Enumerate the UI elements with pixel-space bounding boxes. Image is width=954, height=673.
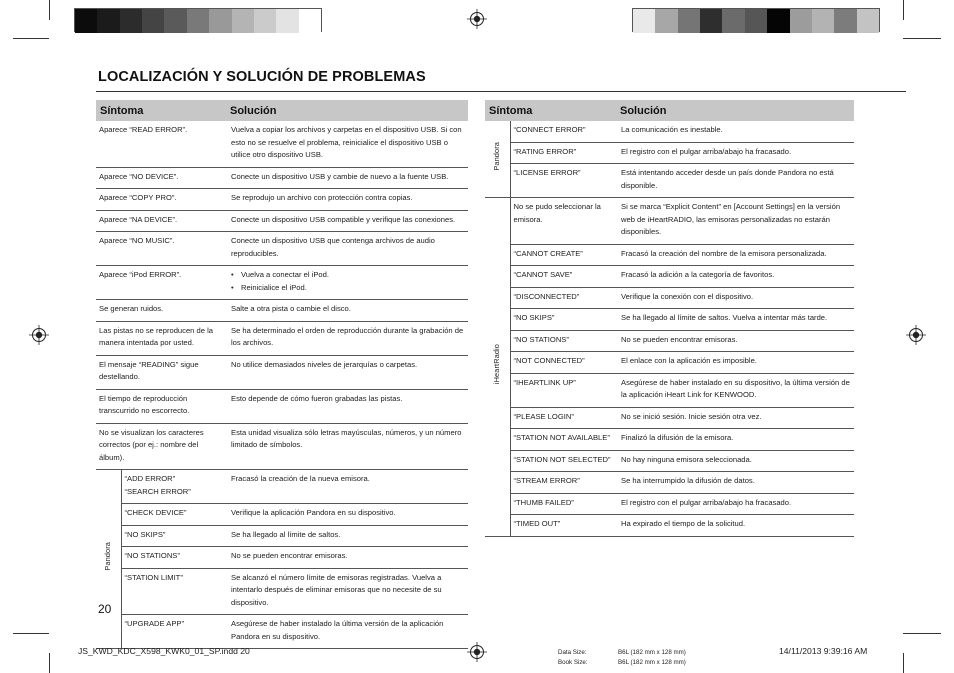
symptom-cell: No se pudo seleccionar la emisora. (510, 198, 616, 245)
symptom-line: “ADD ERROR” (124, 474, 176, 483)
table-row (96, 389, 468, 423)
table-row (96, 300, 468, 322)
solution-cell: Está intentando acceder desde un país donde Pandora no está disponible. (616, 164, 854, 198)
solution-cell: Se reprodujo un archivo con protección contra copias. (226, 189, 468, 211)
solution-cell: Asegúrese de haber instalado en su dispositivo, la última versión de la aplicación iHeart Link for KENWOOD. (616, 373, 854, 407)
color-swatch (790, 9, 812, 33)
solution-cell: Salte a otra pista o cambie el disco. (226, 300, 468, 322)
solution-cell: Se alcanzó el número límite de emisoras registradas. Vuelva a intentarlo después de eliminar emisoras que no necesite de su dispositivo. (226, 568, 468, 615)
page-number: 20 (98, 602, 112, 616)
crop-mark (13, 633, 49, 634)
solution-cell: El registro con el pulgar arriba/abajo ha fracasado. (616, 142, 854, 164)
table-row (96, 470, 468, 504)
symptom-cell: Aparece “NO MUSIC”. (96, 232, 226, 266)
footer-book-size-label: Book Size: (558, 659, 588, 666)
color-swatch (678, 9, 700, 33)
symptom-cell: “UPGRADE APP” (121, 615, 226, 649)
solution-bullet: • Reinicialice el iPod. (231, 282, 464, 295)
crop-mark (903, 653, 904, 673)
table-row (96, 321, 468, 355)
table-row (96, 189, 468, 211)
table-row (96, 355, 468, 389)
symptom-cell: Aparece “READ ERROR”. (96, 121, 226, 167)
group-label-text: Pandora (492, 142, 501, 172)
table-row (96, 547, 468, 569)
symptom-cell: Aparece “COPY PRO”. (96, 189, 226, 211)
table-row (96, 504, 468, 526)
table-header-row (485, 100, 854, 121)
solution-cell: No hay ninguna emisora seleccionada. (616, 450, 854, 472)
solution-cell: Fracasó la creación del nombre de la emisora personalizada. (616, 244, 854, 266)
table-row (96, 568, 468, 615)
symptom-cell: “CONNECT ERROR” (510, 121, 616, 142)
table-row (96, 167, 468, 189)
color-swatch (745, 9, 767, 33)
solution-cell: Asegúrese de haber instalado la última versión de la aplicación Pandora en su dispositivo. (226, 615, 468, 649)
solution-cell: Fracasó la adición a la categoría de favoritos. (616, 266, 854, 288)
solution-cell: Esta unidad visualiza sólo letras mayúsculas, números, y un número limitado de símbolos. (226, 423, 468, 470)
symptom-cell: El tiempo de reproducción transcurrido no escorrecto. (96, 389, 226, 423)
table-row (485, 429, 854, 451)
crop-mark (903, 633, 941, 634)
troubleshooting-table-left (96, 100, 468, 649)
color-swatch (97, 9, 119, 33)
color-swatch (655, 9, 677, 33)
solution-cell: No utilice demasiados niveles de jerarquías o carpetas. (226, 355, 468, 389)
crop-mark (13, 38, 49, 39)
solution-cell: Ha expirado el tiempo de la solicitud. (616, 515, 854, 537)
solution-cell: Vuelva a copiar los archivos y carpetas en el dispositivo USB. Si con esto no se resuelve el problema, reinicialice el dispositivo USB o utilice otro dispositivo USB. (226, 121, 468, 167)
symptom-cell: “STATION LIMIT” (121, 568, 226, 615)
solution-cell: No se pueden encontrar emisoras. (616, 330, 854, 352)
symptom-cell: “CANNOT SAVE” (510, 266, 616, 288)
symptom-cell: “NO SKIPS” (510, 309, 616, 331)
color-swatch (232, 9, 254, 33)
table-row (485, 142, 854, 164)
solution-cell: El enlace con la aplicación es imposible. (616, 352, 854, 374)
symptom-cell: “LICENSE ERROR” (510, 164, 616, 198)
color-swatch (276, 9, 298, 33)
color-bar-left (74, 8, 322, 32)
solution-cell: Conecte un dispositivo USB compatible y verifique las conexiones. (226, 210, 468, 232)
symptom-cell: “TIMED OUT” (510, 515, 616, 537)
color-swatch (142, 9, 164, 33)
solution-cell: Conecte un dispositivo USB y cambie de nuevo a la fuente USB. (226, 167, 468, 189)
solution-cell: Se ha interrumpido la difusión de datos. (616, 472, 854, 494)
symptom-column-header: Síntoma (96, 100, 226, 121)
color-swatch (120, 9, 142, 33)
symptom-cell (121, 470, 226, 504)
solution-cell: No se inició sesión. Inicie sesión otra vez. (616, 407, 854, 429)
solution-bullet-list (231, 269, 464, 294)
group-label (485, 121, 510, 198)
crop-mark (49, 0, 50, 20)
table-row (485, 244, 854, 266)
table-row (485, 266, 854, 288)
solution-cell: Verifique la aplicación Pandora en su dispositivo. (226, 504, 468, 526)
symptom-cell: “CANNOT CREATE” (510, 244, 616, 266)
color-swatch (75, 9, 97, 33)
footer-data-size-label: Data Size: (558, 649, 587, 656)
color-swatch (254, 9, 276, 33)
registration-mark-icon (906, 325, 926, 345)
color-swatch (299, 9, 321, 33)
solution-cell (226, 266, 468, 300)
registration-mark-icon (29, 325, 49, 345)
color-swatch (700, 9, 722, 33)
solution-cell: Esto depende de cómo fueron grabadas las pistas. (226, 389, 468, 423)
solution-cell: Si se marca “Explicit Content” en [Account Settings] en la versión web de iHeartRADIO, las emisoras personalizadas no estarán disponibles. (616, 198, 854, 245)
table-row (485, 515, 854, 537)
solution-bullet: • Vuelva a conectar el iPod. (231, 269, 464, 282)
symptom-cell: “STATION NOT AVAILABLE” (510, 429, 616, 451)
symptom-cell: Aparece “NA DEVICE”. (96, 210, 226, 232)
solution-cell: No se pueden encontrar emisoras. (226, 547, 468, 569)
footer-file-name: JS_KWD_KDC_X598_KWK0_01_SP.indd 20 (78, 646, 250, 656)
solution-cell: Finalizó la difusión de la emisora. (616, 429, 854, 451)
solution-cell: Se ha determinado el orden de reproducción durante la grabación de los archivos. (226, 321, 468, 355)
table-row (96, 615, 468, 649)
table-row (485, 309, 854, 331)
symptom-cell: “NO STATIONS” (121, 547, 226, 569)
symptom-cell: No se visualizan los caracteres correctos (por ej.: nombre del álbum). (96, 423, 226, 470)
solution-cell: El registro con el pulgar arriba/abajo ha fracasado. (616, 493, 854, 515)
symptom-cell: “NO STATIONS” (510, 330, 616, 352)
troubleshooting-table-right (485, 100, 854, 537)
footer-date: 14/11/2013 9:39:16 AM (779, 646, 868, 656)
color-swatch (722, 9, 744, 33)
symptom-cell: “STATION NOT SELECTED” (510, 450, 616, 472)
color-swatch (834, 9, 856, 33)
table-row (96, 121, 468, 167)
registration-mark-icon (467, 642, 487, 662)
symptom-cell: “PLEASE LOGIN” (510, 407, 616, 429)
footer-data-size-value: B6L (182 mm x 128 mm) (618, 649, 686, 656)
solution-cell: Fracasó la creación de la nueva emisora. (226, 470, 468, 504)
solution-cell: La comunicación es inestable. (616, 121, 854, 142)
symptom-cell: “THUMB FAILED” (510, 493, 616, 515)
color-swatch (633, 9, 655, 33)
title-rule (96, 91, 906, 92)
table-header-row (96, 100, 468, 121)
symptom-cell: “STREAM ERROR” (510, 472, 616, 494)
color-swatch (812, 9, 834, 33)
table-row (485, 493, 854, 515)
table-row (96, 525, 468, 547)
crop-mark (903, 38, 941, 39)
color-swatch (164, 9, 186, 33)
group-label (485, 198, 510, 537)
symptom-cell: “DISCONNECTED” (510, 287, 616, 309)
table-row (96, 210, 468, 232)
group-label-text: Pandora (103, 542, 112, 572)
symptom-cell: “IHEARTLINK UP” (510, 373, 616, 407)
registration-mark-icon (467, 9, 487, 29)
color-swatch (209, 9, 231, 33)
solution-cell: Verifique la conexión con el dispositivo. (616, 287, 854, 309)
color-bar-right (632, 8, 880, 32)
table-row (485, 287, 854, 309)
symptom-cell: “NOT CONNECTED” (510, 352, 616, 374)
symptom-cell: Aparece “iPod ERROR”. (96, 266, 226, 300)
color-swatch (187, 9, 209, 33)
crop-mark (49, 653, 50, 673)
table-row (485, 330, 854, 352)
table-row (485, 450, 854, 472)
symptom-line: “SEARCH ERROR” (124, 486, 191, 496)
solution-column-header: Solución (616, 100, 854, 121)
symptom-cell: “NO SKIPS” (121, 525, 226, 547)
table-row (485, 121, 854, 142)
table-row (485, 407, 854, 429)
left-table-body (96, 121, 468, 649)
symptom-column-header: Síntoma (485, 100, 616, 121)
right-table-body (485, 121, 854, 536)
footer-book-size-value: B6L (182 mm x 128 mm) (618, 659, 686, 666)
table-row (485, 352, 854, 374)
symptom-cell: Se generan ruidos. (96, 300, 226, 322)
symptom-cell: Aparece “NO DEVICE”. (96, 167, 226, 189)
group-label-text: iHeartRadio (492, 344, 501, 385)
symptom-cell: “RATING ERROR” (510, 142, 616, 164)
symptom-cell: El mensaje “READING” sigue destellando. (96, 355, 226, 389)
color-swatch (857, 9, 879, 33)
color-swatch (767, 9, 789, 33)
table-row (96, 423, 468, 470)
table-row (96, 266, 468, 300)
symptom-cell: “CHECK DEVICE” (121, 504, 226, 526)
page-title: LOCALIZACIÓN Y SOLUCIÓN DE PROBLEMAS (98, 69, 426, 85)
table-row (485, 373, 854, 407)
table-row (96, 232, 468, 266)
symptom-cell: Las pistas no se reproducen de la manera intentada por usted. (96, 321, 226, 355)
table-row (485, 472, 854, 494)
solution-cell: Se ha llegado al límite de saltos. Vuelva a intentar más tarde. (616, 309, 854, 331)
solution-column-header: Solución (226, 100, 468, 121)
table-row (485, 164, 854, 198)
group-label (96, 470, 121, 649)
solution-cell: Se ha llegado al límite de saltos. (226, 525, 468, 547)
table-row (485, 198, 854, 245)
crop-mark (903, 0, 904, 20)
solution-cell: Conecte un dispositivo USB que contenga archivos de audio reproducibles. (226, 232, 468, 266)
